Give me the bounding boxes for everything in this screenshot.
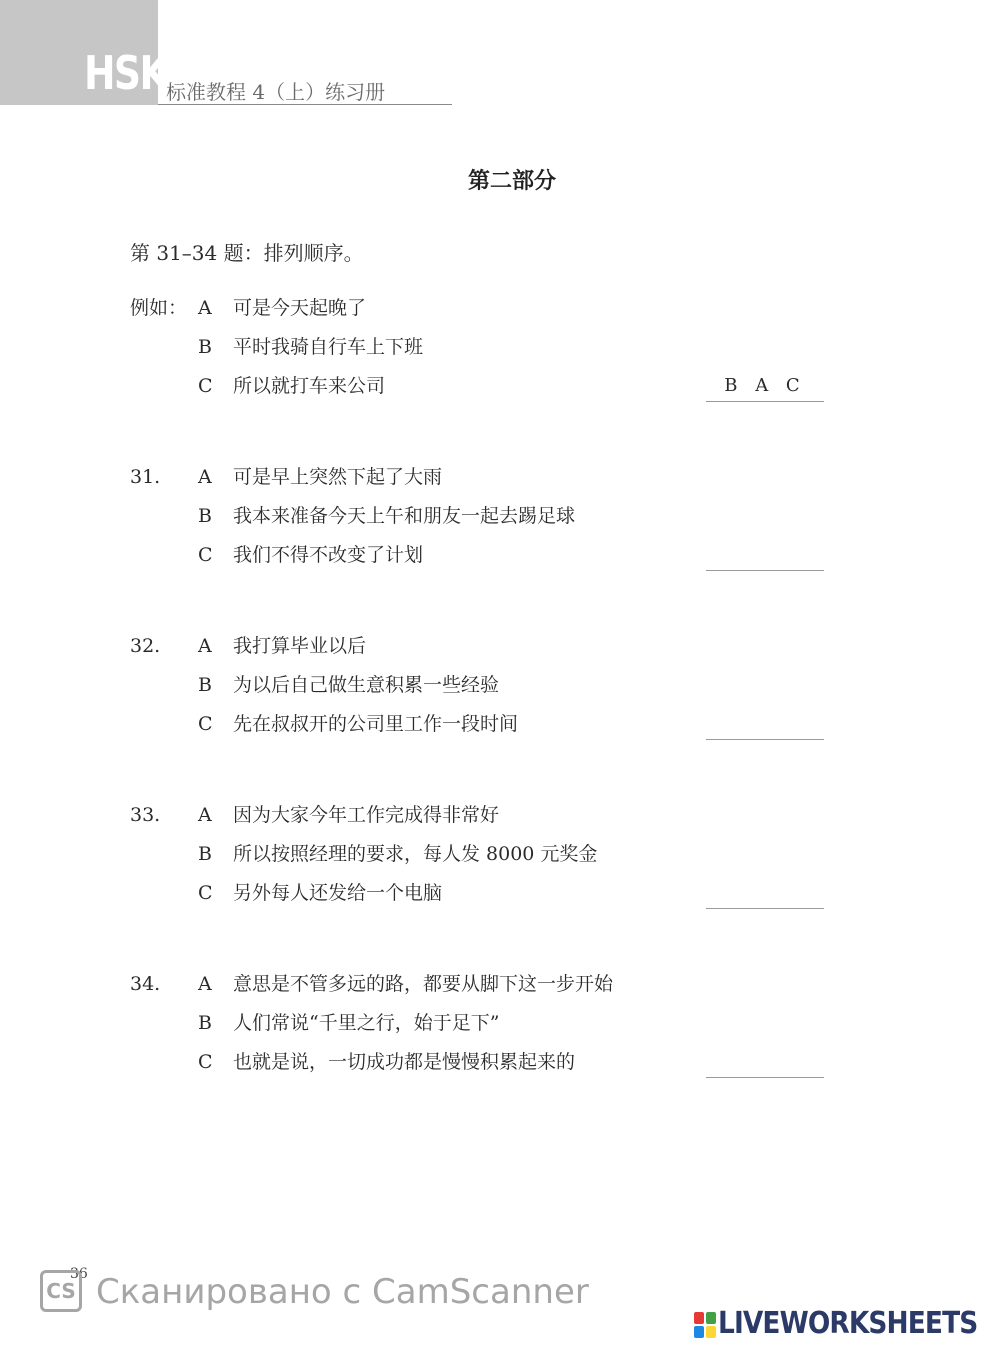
option-text: 可是早上突然下起了大雨 [233,466,443,488]
part-title: 第二部分 [467,168,556,194]
option-letter: A [198,635,212,657]
option-text: 因为大家今年工作完成得非常好 [233,804,500,826]
option-letter: C [198,713,213,735]
example-answer: B A C [724,375,806,396]
option-text: 先在叔叔开的公司里工作一段时间 [233,713,519,735]
option-letter: B [198,1012,212,1034]
logo-tile [694,1312,704,1324]
option-text: 另外每人还发给一个电脑 [233,882,443,904]
logo-tile [706,1312,716,1324]
option-text: 意思是不管多远的路，都要从脚下这一步开始 [233,973,614,995]
option-letter: A [198,297,212,319]
option-text: 所以按照经理的要求，每人发 8000 元奖金 [233,843,598,865]
option-letter: A [198,466,212,488]
option-text: 平时我骑自行车上下班 [233,336,424,358]
option-letter: B [198,674,212,696]
option-text: 我本来准备今天上午和朋友一起去踢足球 [233,505,576,527]
camscanner-logo-icon: CS [40,1270,82,1312]
option-letter: A [198,804,212,826]
liveworksheets-brand: LIVEWORKSHEETS [718,1306,978,1341]
instructions: 第 31–34 题：排列顺序。 [130,241,364,265]
page-number: 36 [70,1266,88,1282]
example-answer-line [706,401,824,402]
answer-blank-31[interactable] [706,570,824,571]
header-divider [158,104,452,105]
answer-blank-33[interactable] [706,908,824,909]
option-letter: B [198,843,212,865]
option-letter: B [198,505,212,527]
option-text: 为以后自己做生意积累一些经验 [233,674,500,696]
question-number: 32. [130,635,161,657]
option-letter: C [198,1051,213,1073]
answer-blank-34[interactable] [706,1077,824,1078]
option-text: 我打算毕业以后 [233,635,367,657]
option-letter: C [198,375,213,397]
option-text: 可是今天起晚了 [233,297,367,319]
option-letter: C [198,882,213,904]
option-letter: C [198,544,213,566]
example-label: 例如： [130,297,188,319]
option-letter: B [198,336,212,358]
logo-tile [706,1326,716,1338]
option-text: 也就是说，一切成功都是慢慢积累起来的 [233,1051,576,1073]
option-letter: A [198,973,212,995]
question-number: 33. [130,804,161,826]
book-title: 标准教程 4（上）练习册 [166,80,386,104]
logo-tile [694,1326,704,1338]
option-text: 人们常说“千里之行，始于足下” [233,1012,500,1034]
question-number: 31. [130,466,161,488]
option-text: 我们不得不改变了计划 [233,544,424,566]
answer-blank-32[interactable] [706,739,824,740]
camscanner-watermark: Сканировано с CamScanner [96,1272,589,1312]
hsk-logo: HSK [84,46,168,100]
option-text: 所以就打车来公司 [233,375,386,397]
question-number: 34. [130,973,161,995]
liveworksheets-logo-icon [694,1312,716,1338]
